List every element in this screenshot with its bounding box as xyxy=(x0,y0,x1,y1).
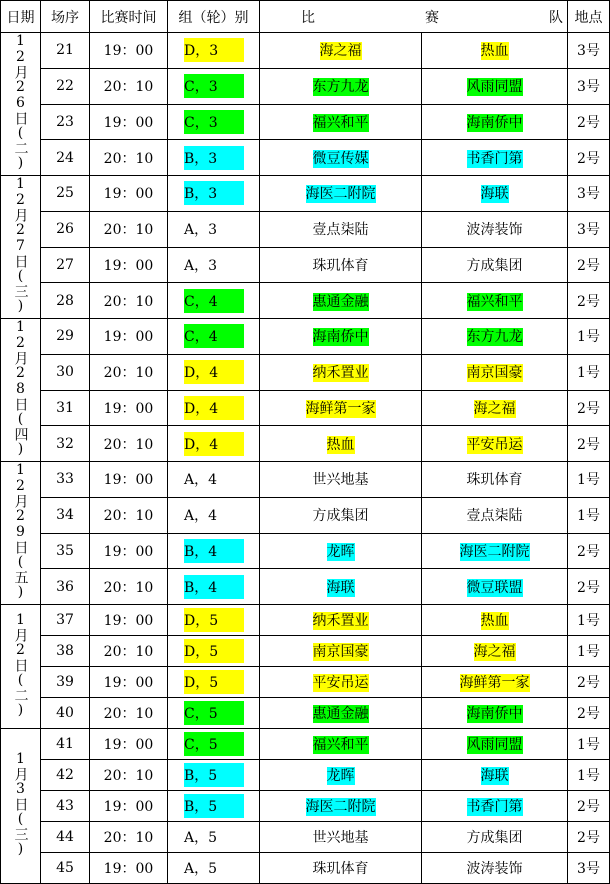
home-team: 东方九龙 xyxy=(312,79,369,96)
header-venue: 地点 xyxy=(568,1,610,33)
away-team-cell xyxy=(422,636,568,667)
away-team: 方成集团 xyxy=(466,830,523,846)
home-team-cell xyxy=(260,68,422,104)
table-row xyxy=(1,760,610,791)
home-team-cell xyxy=(260,283,422,319)
match-round-cell xyxy=(168,698,260,729)
match-venue-cell: 2号 xyxy=(568,390,610,426)
date-label: 1月2日(二) xyxy=(12,611,29,718)
match-venue-cell: 2号 xyxy=(568,283,610,319)
match-seq-cell: 34 xyxy=(41,497,90,533)
match-seq-cell: 42 xyxy=(41,760,90,791)
match-time-cell: 19：00 xyxy=(90,667,168,698)
table-row xyxy=(1,426,610,462)
away-team-cell xyxy=(422,283,568,319)
away-team-cell xyxy=(422,605,568,636)
home-team: 珠玑体育 xyxy=(312,861,369,877)
away-team: 热血 xyxy=(480,613,509,629)
away-team: 东方九龙 xyxy=(466,329,523,346)
home-team: 海南侨中 xyxy=(312,329,369,346)
match-venue-cell: 1号 xyxy=(568,605,610,636)
home-team: 壹点柒陆 xyxy=(312,222,369,239)
match-round: D，3 xyxy=(184,38,244,62)
match-round: A，4 xyxy=(184,508,218,525)
match-venue-cell: 1号 xyxy=(568,636,610,667)
table-row xyxy=(1,319,610,355)
home-team-cell xyxy=(260,140,422,176)
away-team: 风雨同盟 xyxy=(466,737,523,753)
match-round-cell xyxy=(168,605,260,636)
home-team-cell xyxy=(260,33,422,69)
match-round: A，5 xyxy=(184,830,218,846)
match-time-cell: 20：10 xyxy=(90,698,168,729)
home-team: 海鲜第一家 xyxy=(305,400,376,417)
match-venue-cell: 1号 xyxy=(568,497,610,533)
match-round-cell xyxy=(168,426,260,462)
match-round-cell xyxy=(168,140,260,176)
date-label: 12月28日(四) xyxy=(12,319,29,457)
match-venue-cell: 2号 xyxy=(568,822,610,853)
match-venue-cell: 3号 xyxy=(568,211,610,247)
away-team: 方成集团 xyxy=(466,257,523,274)
match-round: C，5 xyxy=(184,701,244,725)
away-team: 波涛装饰 xyxy=(466,861,523,877)
match-venue-cell: 2号 xyxy=(568,791,610,822)
away-team-cell xyxy=(422,319,568,355)
match-round: D，5 xyxy=(184,670,244,694)
match-time-cell: 20：10 xyxy=(90,283,168,319)
home-team-cell xyxy=(260,822,422,853)
match-time-cell: 19：00 xyxy=(90,729,168,760)
match-time-cell: 19：00 xyxy=(90,176,168,212)
header-time: 比赛时间 xyxy=(90,1,168,33)
date-cell xyxy=(1,176,41,319)
match-seq-cell: 26 xyxy=(41,211,90,247)
match-round-cell xyxy=(168,853,260,884)
away-team-cell xyxy=(422,462,568,498)
match-time-cell: 20：10 xyxy=(90,354,168,390)
match-seq-cell: 31 xyxy=(41,390,90,426)
match-seq-cell: 38 xyxy=(41,636,90,667)
home-team-cell xyxy=(260,533,422,569)
match-time-cell: 20：10 xyxy=(90,636,168,667)
match-venue-cell: 3号 xyxy=(568,68,610,104)
match-venue-cell: 1号 xyxy=(568,354,610,390)
away-team: 海医二附院 xyxy=(459,543,530,560)
home-team-cell xyxy=(260,354,422,390)
match-time-cell: 20：10 xyxy=(90,68,168,104)
away-team-cell xyxy=(422,68,568,104)
home-team: 珠玑体育 xyxy=(312,257,369,274)
match-round-cell xyxy=(168,636,260,667)
table-row xyxy=(1,354,610,390)
match-venue-cell: 2号 xyxy=(568,426,610,462)
match-round-cell xyxy=(168,33,260,69)
match-time-cell: 19：00 xyxy=(90,605,168,636)
match-round-cell xyxy=(168,569,260,605)
table-row xyxy=(1,729,610,760)
away-team-cell xyxy=(422,426,568,462)
home-team: 热血 xyxy=(326,436,355,453)
match-round-cell xyxy=(168,497,260,533)
away-team: 热血 xyxy=(480,43,509,60)
match-seq-cell: 36 xyxy=(41,569,90,605)
match-seq-cell: 33 xyxy=(41,462,90,498)
match-venue-cell: 2号 xyxy=(568,247,610,283)
match-time-cell: 19：00 xyxy=(90,104,168,140)
match-round-cell xyxy=(168,533,260,569)
date-cell xyxy=(1,605,41,729)
match-time-cell: 20：10 xyxy=(90,211,168,247)
match-round: B，4 xyxy=(184,539,244,563)
home-team-cell xyxy=(260,426,422,462)
away-team: 壹点柒陆 xyxy=(466,508,523,525)
home-team: 海之福 xyxy=(319,43,362,60)
match-venue-cell: 2号 xyxy=(568,698,610,729)
home-team-cell xyxy=(260,319,422,355)
away-team: 风雨同盟 xyxy=(466,79,523,96)
home-team: 纳禾置业 xyxy=(312,613,369,629)
match-time-cell: 20：10 xyxy=(90,426,168,462)
match-seq-cell: 23 xyxy=(41,104,90,140)
away-team-cell xyxy=(422,211,568,247)
header-teams xyxy=(260,1,568,33)
away-team: 海联 xyxy=(480,768,509,784)
match-round: C，3 xyxy=(184,74,244,98)
away-team-cell xyxy=(422,533,568,569)
match-venue-cell: 3号 xyxy=(568,853,610,884)
header-date: 日期 xyxy=(1,1,41,33)
match-round: A，5 xyxy=(184,861,218,877)
home-team: 惠通金融 xyxy=(312,293,369,310)
match-round: D，5 xyxy=(184,608,244,632)
table-row xyxy=(1,497,610,533)
table-row xyxy=(1,176,610,212)
match-time-cell: 20：10 xyxy=(90,822,168,853)
date-cell xyxy=(1,33,41,176)
home-team-cell xyxy=(260,462,422,498)
date-cell xyxy=(1,319,41,462)
match-seq-cell: 30 xyxy=(41,354,90,390)
away-team: 海鲜第一家 xyxy=(459,675,530,691)
match-round-cell xyxy=(168,211,260,247)
home-team: 惠通金融 xyxy=(312,706,369,722)
header-row xyxy=(1,1,610,33)
table-row xyxy=(1,569,610,605)
away-team-cell xyxy=(422,247,568,283)
away-team-cell xyxy=(422,667,568,698)
home-team-cell xyxy=(260,247,422,283)
away-team-cell xyxy=(422,822,568,853)
match-time-cell: 19：00 xyxy=(90,390,168,426)
home-team: 福兴和平 xyxy=(312,114,369,131)
away-team-cell xyxy=(422,104,568,140)
away-team: 海南侨中 xyxy=(466,114,523,131)
match-round-cell xyxy=(168,390,260,426)
match-round: D，5 xyxy=(184,639,244,663)
home-team: 海医二附院 xyxy=(305,799,376,815)
home-team: 微豆传媒 xyxy=(312,150,369,167)
home-team-cell xyxy=(260,211,422,247)
away-team: 福兴和平 xyxy=(466,293,523,310)
match-round: C，4 xyxy=(184,324,244,348)
match-seq-cell: 24 xyxy=(41,140,90,176)
away-team-cell xyxy=(422,569,568,605)
match-time-cell: 20：10 xyxy=(90,569,168,605)
match-round-cell xyxy=(168,822,260,853)
match-seq-cell: 37 xyxy=(41,605,90,636)
match-round: D，4 xyxy=(184,432,244,456)
home-team: 纳禾置业 xyxy=(312,365,369,382)
date-label: 12月27日(三) xyxy=(12,176,29,314)
away-team: 平安吊运 xyxy=(466,436,523,453)
home-team-cell xyxy=(260,853,422,884)
match-time-cell: 19：00 xyxy=(90,853,168,884)
header-teams-char-3: 队 xyxy=(549,9,563,26)
header-round: 组（轮）别 xyxy=(168,1,260,33)
home-team-cell xyxy=(260,605,422,636)
away-team-cell xyxy=(422,698,568,729)
table-row xyxy=(1,68,610,104)
home-team: 南京国豪 xyxy=(312,644,369,660)
table-row xyxy=(1,667,610,698)
match-venue-cell: 2号 xyxy=(568,569,610,605)
table-row xyxy=(1,33,610,69)
home-team-cell xyxy=(260,390,422,426)
match-venue-cell: 2号 xyxy=(568,140,610,176)
match-seq-cell: 45 xyxy=(41,853,90,884)
match-venue-cell: 1号 xyxy=(568,462,610,498)
away-team-cell xyxy=(422,853,568,884)
match-round-cell xyxy=(168,247,260,283)
away-team: 书香门第 xyxy=(466,150,523,167)
table-row xyxy=(1,140,610,176)
match-time-cell: 19：00 xyxy=(90,462,168,498)
match-seq-cell: 22 xyxy=(41,68,90,104)
away-team-cell xyxy=(422,176,568,212)
date-label: 12月29日(五) xyxy=(12,462,29,600)
match-round: B，5 xyxy=(184,763,244,787)
home-team-cell xyxy=(260,760,422,791)
table-row xyxy=(1,247,610,283)
match-venue-cell: 3号 xyxy=(568,33,610,69)
match-seq-cell: 44 xyxy=(41,822,90,853)
match-round-cell xyxy=(168,283,260,319)
match-venue-cell: 2号 xyxy=(568,104,610,140)
table-row xyxy=(1,462,610,498)
away-team: 微豆联盟 xyxy=(466,579,523,596)
away-team: 书香门第 xyxy=(466,799,523,815)
home-team-cell xyxy=(260,791,422,822)
match-venue-cell: 2号 xyxy=(568,667,610,698)
home-team: 龙晖 xyxy=(326,768,355,784)
match-venue-cell: 1号 xyxy=(568,729,610,760)
table-row xyxy=(1,104,610,140)
home-team: 海医二附院 xyxy=(305,186,376,203)
home-team: 方成集团 xyxy=(312,508,369,525)
match-round: C，3 xyxy=(184,110,244,134)
match-seq-cell: 28 xyxy=(41,283,90,319)
match-seq-cell: 40 xyxy=(41,698,90,729)
away-team-cell xyxy=(422,140,568,176)
away-team-cell xyxy=(422,33,568,69)
match-round: C，5 xyxy=(184,732,244,756)
home-team-cell xyxy=(260,729,422,760)
table-row xyxy=(1,211,610,247)
away-team-cell xyxy=(422,791,568,822)
away-team: 波涛装饰 xyxy=(466,222,523,239)
table-row xyxy=(1,822,610,853)
match-seq-cell: 25 xyxy=(41,176,90,212)
home-team: 海联 xyxy=(326,579,355,596)
match-venue-cell: 3号 xyxy=(568,176,610,212)
match-round-cell xyxy=(168,68,260,104)
away-team-cell xyxy=(422,354,568,390)
header-seq: 场序 xyxy=(41,1,90,33)
match-round-cell xyxy=(168,319,260,355)
match-seq-cell: 41 xyxy=(41,729,90,760)
match-round: D，4 xyxy=(184,360,244,384)
away-team-cell xyxy=(422,760,568,791)
match-round-cell xyxy=(168,667,260,698)
table-row xyxy=(1,791,610,822)
home-team-cell xyxy=(260,698,422,729)
match-round: D，4 xyxy=(184,396,244,420)
table-row xyxy=(1,605,610,636)
match-round-cell xyxy=(168,462,260,498)
match-round-cell xyxy=(168,104,260,140)
away-team-cell xyxy=(422,390,568,426)
home-team: 平安吊运 xyxy=(312,675,369,691)
match-round-cell xyxy=(168,176,260,212)
home-team: 福兴和平 xyxy=(312,737,369,753)
away-team: 海联 xyxy=(480,186,509,203)
match-time-cell: 19：00 xyxy=(90,533,168,569)
match-round: A，4 xyxy=(184,472,218,489)
match-round: B，4 xyxy=(184,575,244,599)
home-team: 世兴地基 xyxy=(312,830,369,846)
table-row xyxy=(1,853,610,884)
home-team-cell xyxy=(260,569,422,605)
match-venue-cell: 2号 xyxy=(568,533,610,569)
away-team: 海南侨中 xyxy=(466,706,523,722)
home-team-cell xyxy=(260,176,422,212)
match-round: B，5 xyxy=(184,794,244,818)
match-seq-cell: 39 xyxy=(41,667,90,698)
table-row xyxy=(1,390,610,426)
home-team-cell xyxy=(260,636,422,667)
home-team-cell xyxy=(260,497,422,533)
match-time-cell: 20：10 xyxy=(90,760,168,791)
home-team: 世兴地基 xyxy=(312,472,369,489)
match-seq-cell: 21 xyxy=(41,33,90,69)
home-team-cell xyxy=(260,667,422,698)
table-row xyxy=(1,698,610,729)
match-round: A，3 xyxy=(184,257,218,274)
home-team: 龙晖 xyxy=(326,543,355,560)
schedule-body xyxy=(1,33,610,884)
match-seq-cell: 29 xyxy=(41,319,90,355)
away-team: 珠玑体育 xyxy=(466,472,523,489)
match-time-cell: 20：10 xyxy=(90,497,168,533)
away-team: 海之福 xyxy=(473,644,516,660)
match-venue-cell: 1号 xyxy=(568,760,610,791)
match-round: C，4 xyxy=(184,289,244,313)
match-round: A，3 xyxy=(184,222,218,239)
match-round-cell xyxy=(168,729,260,760)
match-time-cell: 19：00 xyxy=(90,247,168,283)
header-teams-char-2: 赛 xyxy=(425,9,439,26)
match-seq-cell: 35 xyxy=(41,533,90,569)
away-team: 南京国豪 xyxy=(466,365,523,382)
match-seq-cell: 43 xyxy=(41,791,90,822)
header-teams-char-1: 比 xyxy=(301,9,315,26)
match-time-cell: 19：00 xyxy=(90,319,168,355)
table-row xyxy=(1,636,610,667)
date-label: 12月26日(二) xyxy=(12,33,29,171)
away-team-cell xyxy=(422,497,568,533)
match-seq-cell: 32 xyxy=(41,426,90,462)
match-round-cell xyxy=(168,760,260,791)
match-seq-cell: 27 xyxy=(41,247,90,283)
away-team-cell xyxy=(422,729,568,760)
match-round: B，3 xyxy=(184,146,244,170)
match-round-cell xyxy=(168,791,260,822)
match-round: B，3 xyxy=(184,181,244,205)
date-label: 1月3日(三) xyxy=(12,751,29,857)
date-cell xyxy=(1,729,41,884)
table-row xyxy=(1,283,610,319)
match-time-cell: 20：10 xyxy=(90,140,168,176)
home-team-cell xyxy=(260,104,422,140)
table-row xyxy=(1,533,610,569)
date-cell xyxy=(1,462,41,605)
match-time-cell: 19：00 xyxy=(90,791,168,822)
match-time-cell: 19：00 xyxy=(90,33,168,69)
match-round-cell xyxy=(168,354,260,390)
match-venue-cell: 1号 xyxy=(568,319,610,355)
away-team: 海之福 xyxy=(473,400,516,417)
